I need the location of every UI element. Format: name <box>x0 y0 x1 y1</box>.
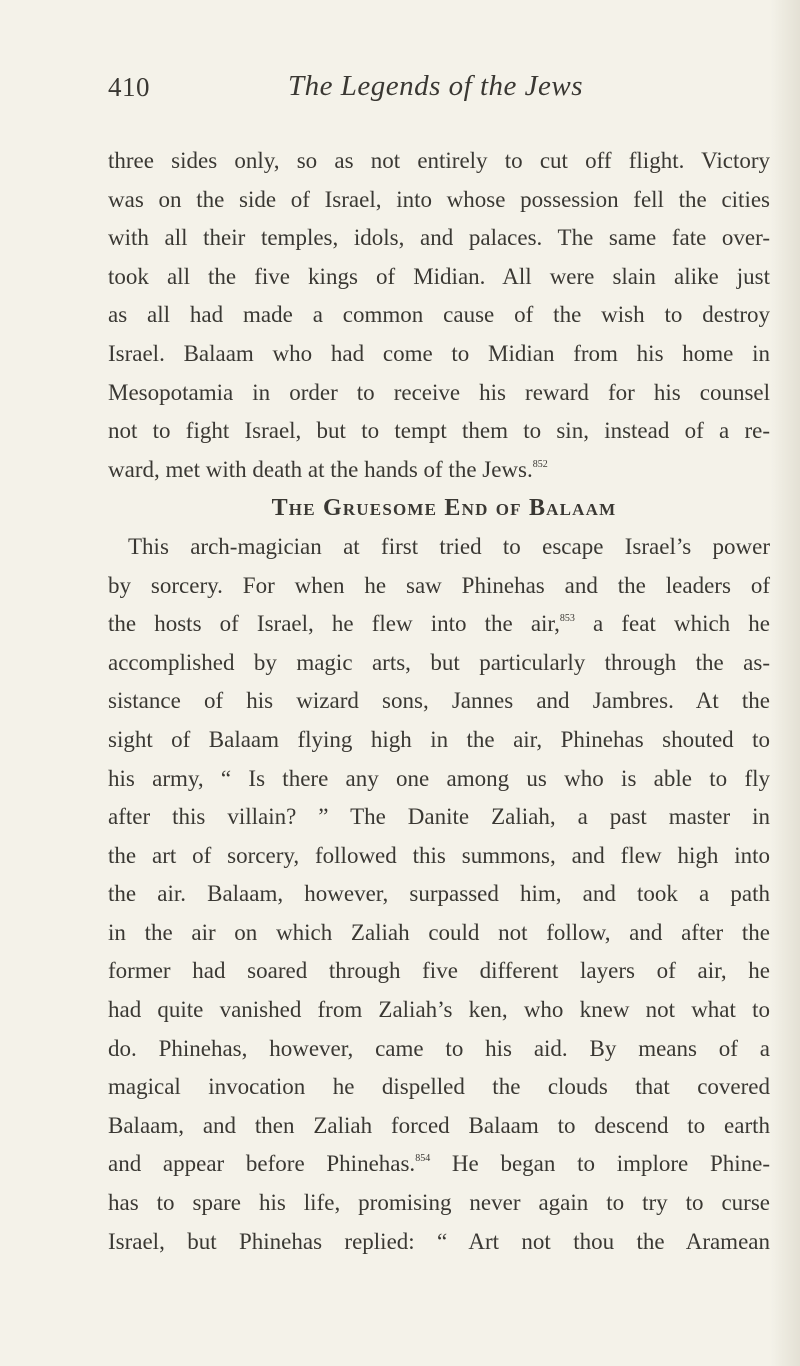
text-line: the art of sorcery, followed this summons, and flew high into <box>108 842 770 868</box>
text-line <box>108 451 770 490</box>
text-line: do. Phinehas, however, came to his aid. By means of a <box>108 1035 770 1061</box>
footnote-marker: 852 <box>532 458 548 470</box>
text-line: Israel, but Phinehas replied: “ Art not thou the Aramean <box>108 1228 770 1254</box>
text-line: Israel. Balaam who had come to Midian from his home in <box>108 340 770 366</box>
body-text <box>108 142 770 1261</box>
text-line: as all had made a common cause of the wish to destroy <box>108 302 770 328</box>
text-line: in the air on which Zaliah could not follow, and after the <box>108 919 770 945</box>
footnote-marker: 853 <box>559 613 575 625</box>
text-line-content: a feat which he <box>574 611 771 637</box>
text-line: former had soared through five different layers of air, he <box>108 958 770 984</box>
footnote-marker: 854 <box>415 1153 431 1165</box>
paragraph-2 <box>108 528 770 1261</box>
text-line: sistance of his wizard sons, Jannes and Jambres. At the <box>108 688 770 714</box>
page-number: 410 <box>108 72 150 102</box>
text-line: accomplished by magic arts, but particularly through the as- <box>108 649 770 675</box>
text-line-content: ward, met with death at the hands of the Jews. <box>108 456 533 482</box>
page-header <box>108 72 718 112</box>
text-line-content: the hosts of Israel, he flew into the air, <box>108 611 560 637</box>
text-line: not to fight Israel, but to tempt them to sin, instead of a re- <box>108 418 770 444</box>
text-line: took all the five kings of Midian. All were slain alike just <box>108 263 770 289</box>
text-line: the air. Balaam, however, surpassed him, and took a path <box>108 881 770 907</box>
text-line-content: He began to implore Phine- <box>430 1151 770 1177</box>
text-line <box>108 605 770 644</box>
text-line: This arch-magician at first tried to escape Israel’s power <box>128 533 770 559</box>
text-line-content: and appear before Phinehas. <box>108 1151 416 1177</box>
text-line: had quite vanished from Zaliah’s ken, who knew not what to <box>108 997 770 1023</box>
text-line: Balaam, and then Zaliah forced Balaam to descend to earth <box>108 1112 770 1138</box>
text-line: has to spare his life, promising never again to try to curse <box>108 1190 770 1216</box>
text-line: was on the side of Israel, into whose possession fell the cities <box>108 186 770 212</box>
running-title: The Legends of the Jews <box>288 70 584 102</box>
text-line <box>108 1145 770 1184</box>
text-line: after this villain? ” The Danite Zaliah, a past master in <box>108 804 770 830</box>
text-line: Mesopotamia in order to receive his reward for his counsel <box>108 379 770 405</box>
page-edge-shadow <box>770 0 800 1366</box>
text-line: three sides only, so as not entirely to cut off flight. Victory <box>108 148 770 173</box>
text-line: with all their temples, idols, and palaces. The same fate over- <box>108 225 770 251</box>
paragraph-1 <box>108 142 770 489</box>
text-line: by sorcery. For when he saw Phinehas and the leaders of <box>108 572 770 598</box>
text-line: sight of Balaam flying high in the air, Phinehas shouted to <box>108 726 770 752</box>
section-heading: The Gruesome End of Balaam <box>271 495 617 522</box>
text-line: his army, “ Is there any one among us who is able to fly <box>108 765 770 791</box>
text-line: magical invocation he dispelled the clouds that covered <box>108 1074 770 1100</box>
